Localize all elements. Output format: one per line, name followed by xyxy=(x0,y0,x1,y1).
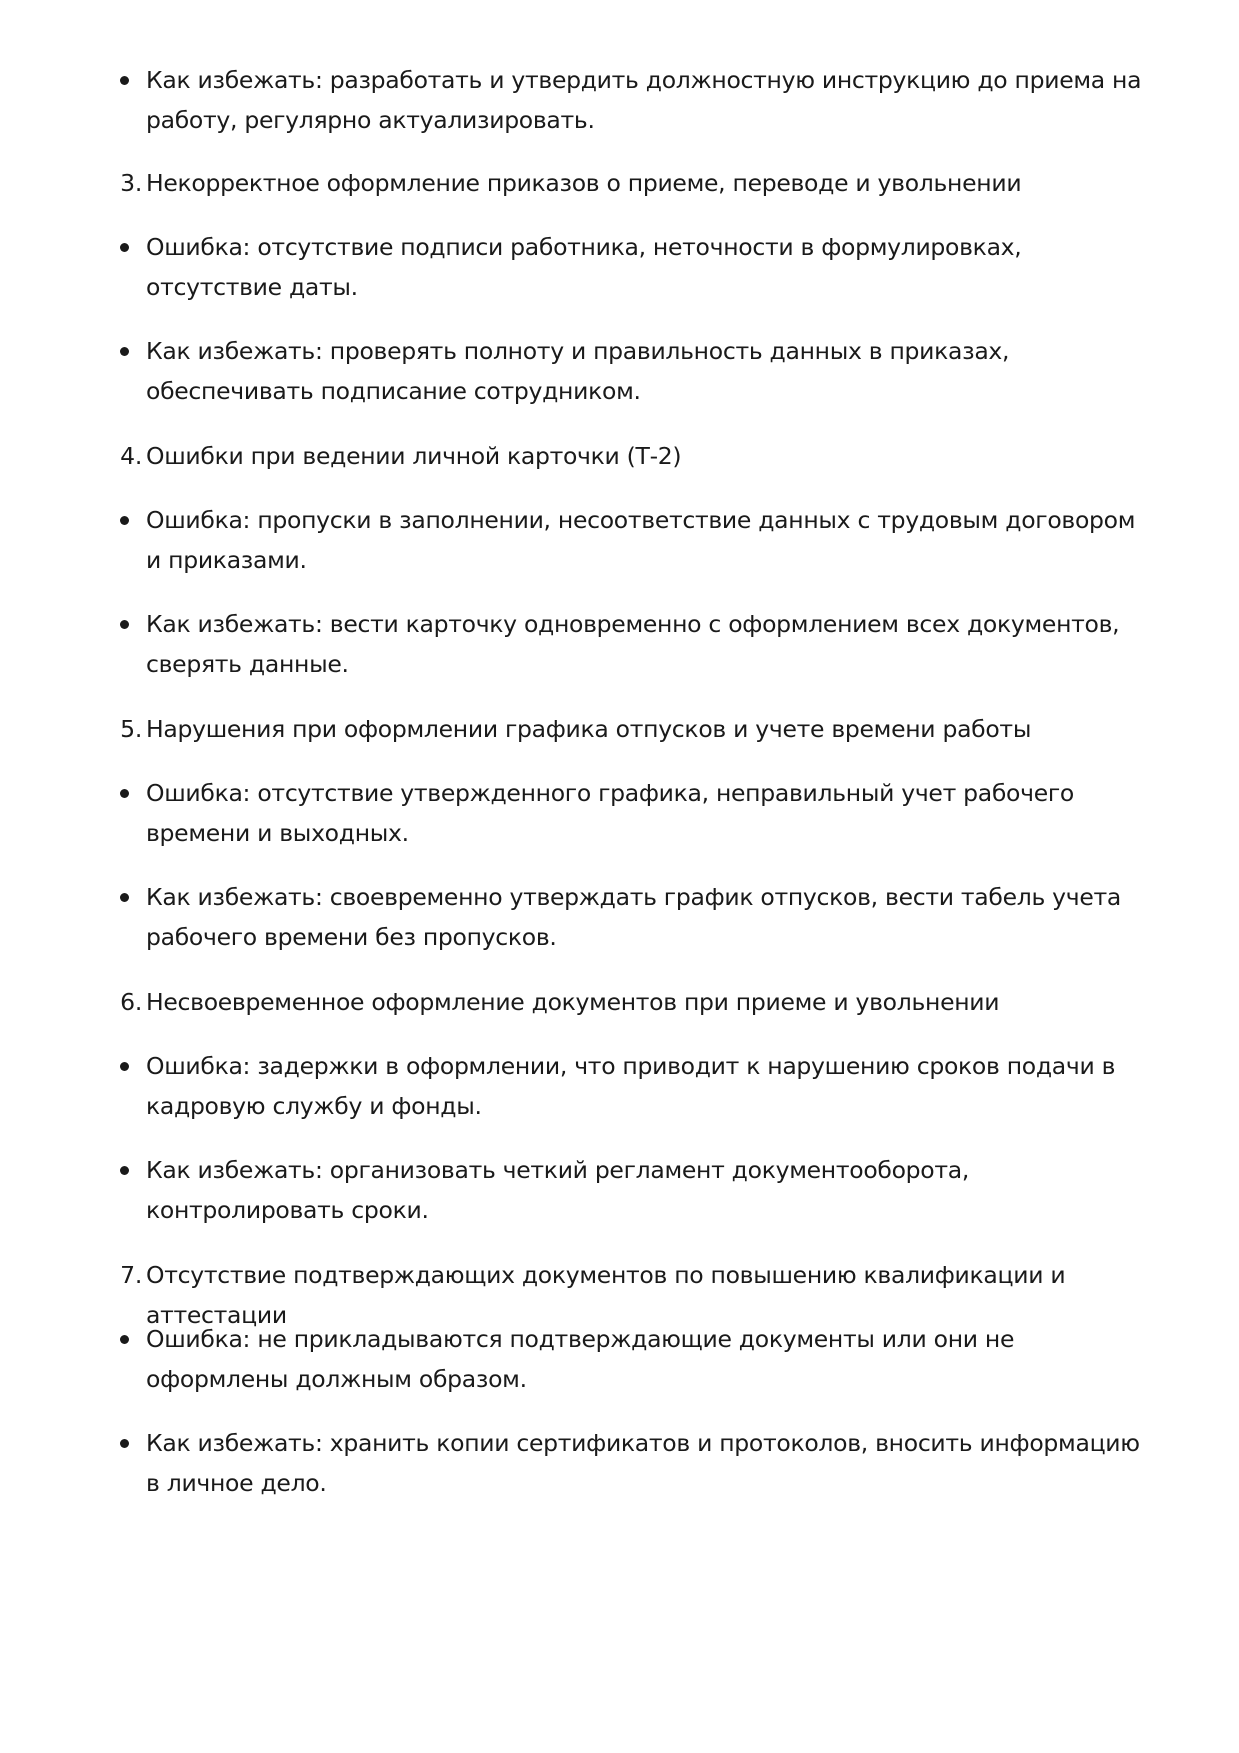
list-item-text: Как избежать: хранить копии сертификатов и протоколов, вносить информацию в личное дело. xyxy=(146,1429,1140,1497)
list-item-text: Ошибка: задержки в оформлении, что приводит к нарушению сроков подачи в кадровую службу и фонды. xyxy=(146,1052,1116,1120)
list-item xyxy=(146,1150,1156,1230)
list-item-text: Ошибка: пропуски в заполнении, несоответствие данных с трудовым договором и приказами. xyxy=(146,506,1136,574)
list-item xyxy=(146,1423,1156,1503)
numbered-heading xyxy=(120,436,1156,476)
list-item xyxy=(146,1319,1156,1399)
list-number: 7. xyxy=(120,1261,142,1289)
list-item-text: Ошибка: не прикладываются подтверждающие документы или они не оформлены должным образом. xyxy=(146,1325,1015,1393)
bullet-icon xyxy=(120,1062,129,1071)
bullet-icon xyxy=(120,347,129,356)
list-number: 5. xyxy=(120,715,142,743)
numbered-heading-text: Некорректное оформление приказов о приеме, переводе и увольнении xyxy=(146,169,1022,197)
list-item-text: Ошибка: отсутствие утвержденного графика, неправильный учет рабочего времени и выходных. xyxy=(146,779,1074,847)
bullet-icon xyxy=(120,76,129,85)
list-item-text: Как избежать: организовать четкий регламент документооборота, контролировать сроки. xyxy=(146,1156,970,1224)
list-item xyxy=(146,604,1156,684)
list-item xyxy=(146,60,1156,140)
numbered-heading-text: Нарушения при оформлении графика отпусков и учете времени работы xyxy=(146,715,1032,743)
list-item-text: Как избежать: проверять полноту и правильность данных в приказах, обеспечивать подписание сотрудником. xyxy=(146,337,1010,405)
list-item-text: Как избежать: вести карточку одновременно с оформлением всех документов, сверять данные. xyxy=(146,610,1120,678)
list-item xyxy=(146,500,1156,580)
bullet-icon xyxy=(120,1335,129,1344)
list-number: 4. xyxy=(120,442,142,470)
list-item xyxy=(146,877,1156,957)
bullet-icon xyxy=(120,789,129,798)
list-item-text: Как избежать: разработать и утвердить должностную инструкцию до приема на работу, регулярно актуализировать. xyxy=(146,66,1142,134)
numbered-heading xyxy=(120,982,1156,1022)
list-number: 6. xyxy=(120,988,142,1016)
numbered-heading-text: Отсутствие подтверждающих документов по повышению квалификации и аттестации xyxy=(146,1261,1066,1329)
bullet-icon xyxy=(120,620,129,629)
bullet-icon xyxy=(120,1439,129,1448)
numbered-heading-text: Несвоевременное оформление документов при приеме и увольнении xyxy=(146,988,1000,1016)
bullet-icon xyxy=(120,516,129,525)
list-item-text: Как избежать: своевременно утверждать график отпусков, вести табель учета рабочего времени без пропусков. xyxy=(146,883,1122,951)
list-item xyxy=(146,773,1156,853)
list-item xyxy=(146,331,1156,411)
numbered-heading xyxy=(120,709,1156,749)
bullet-icon xyxy=(120,1166,129,1175)
numbered-heading xyxy=(120,163,1156,203)
bullet-icon xyxy=(120,893,129,902)
bullet-icon xyxy=(120,243,129,252)
list-item-text: Ошибка: отсутствие подписи работника, неточности в формулировках, отсутствие даты. xyxy=(146,233,1022,301)
list-item xyxy=(146,1046,1156,1126)
numbered-heading-text: Ошибки при ведении личной карточки (Т-2) xyxy=(146,442,682,470)
list-item xyxy=(146,227,1156,307)
list-number: 3. xyxy=(120,169,142,197)
